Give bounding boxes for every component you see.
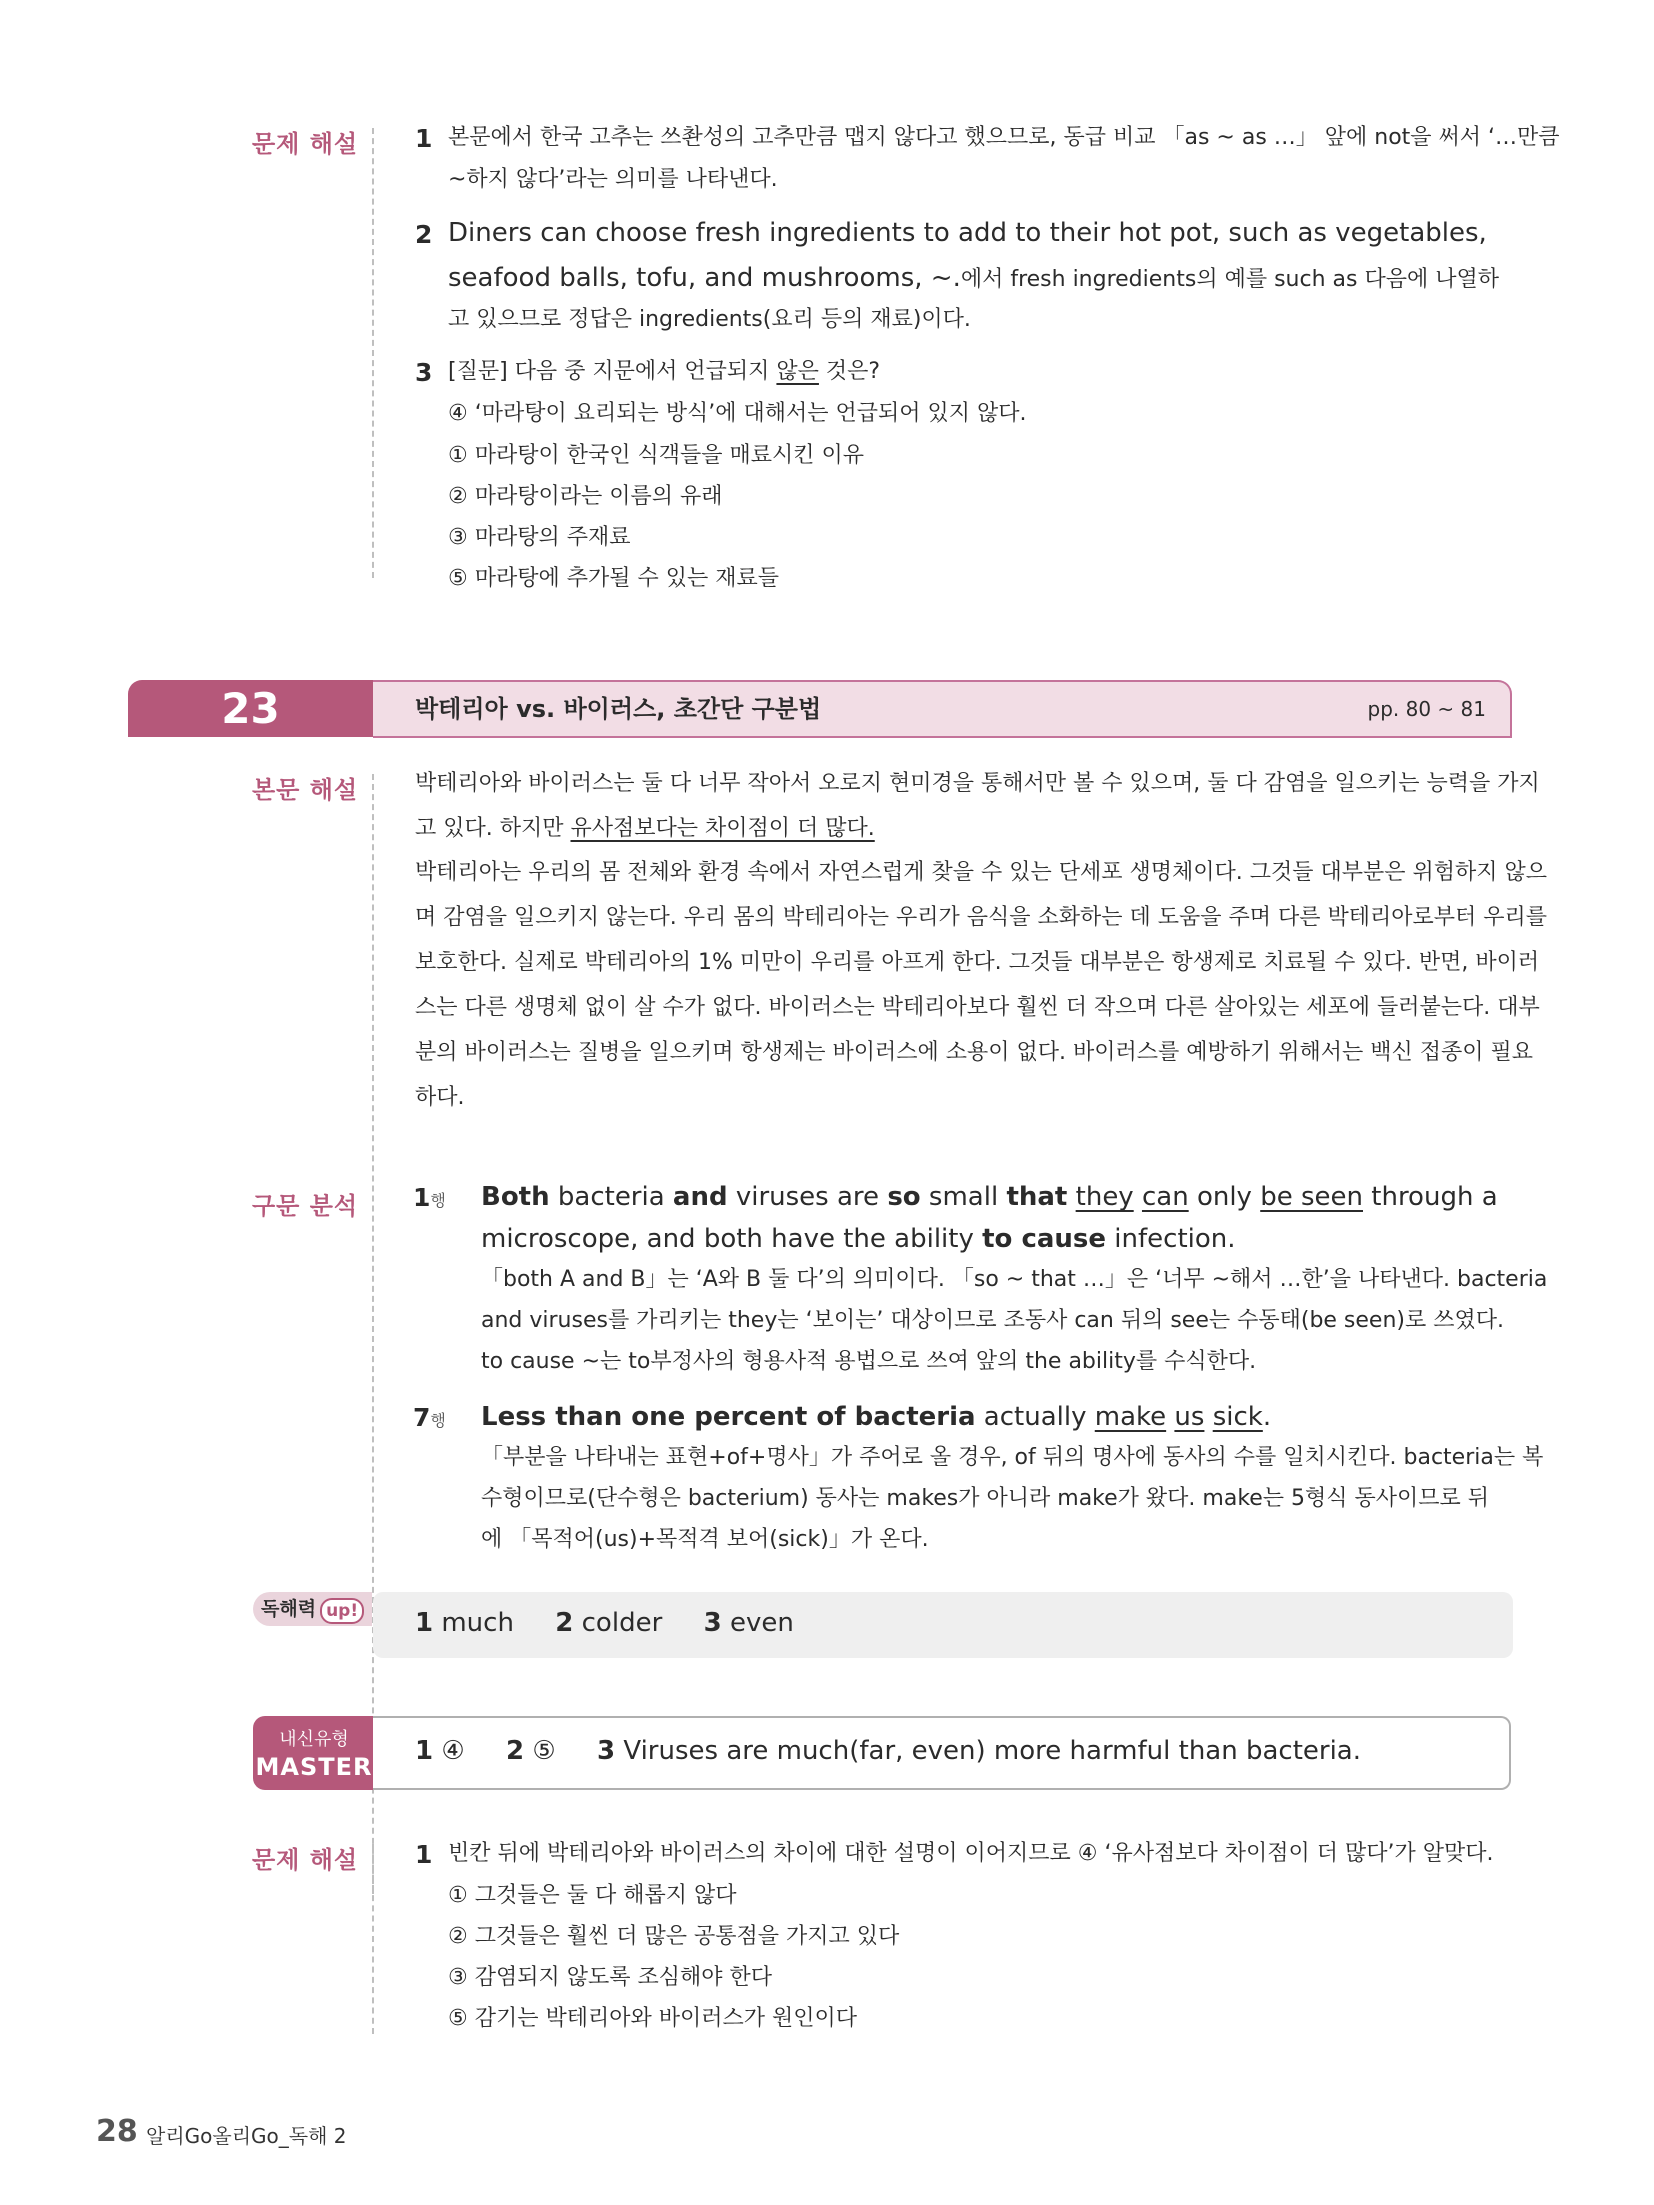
option-line: ① 마라탕이 한국인 식객들을 매료시킨 이유 xyxy=(448,443,864,468)
syntax-note: to cause ~는 to부정사의 형용사적 용법으로 쓰여 앞의 the ability를 수식한다. xyxy=(481,1349,1257,1374)
sentence-text xyxy=(1134,1182,1142,1212)
question-emphasis: 않은 xyxy=(776,359,819,384)
syntax-sentence xyxy=(481,1402,1271,1432)
sentence-text: actually xyxy=(975,1402,1095,1432)
sentence-text: infection. xyxy=(1106,1224,1236,1254)
answer-number: 3 xyxy=(597,1736,616,1766)
body-label: 본문 해설 xyxy=(252,776,359,804)
reading-up-label: 독해력 xyxy=(261,1598,317,1620)
key-word: to cause xyxy=(982,1224,1107,1254)
answer-number: 1 xyxy=(415,1608,434,1638)
reading-up-answer-box xyxy=(373,1592,1513,1658)
sentence-text xyxy=(1067,1182,1075,1212)
section-number-tab xyxy=(128,680,373,737)
sentence-text: . xyxy=(1262,1402,1272,1432)
answer-text: colder xyxy=(581,1608,663,1638)
explanation-line: 본문에서 한국 고추는 쓰촨성의 고추만큼 맵지 않다고 했으므로, 동급 비교 「as ~ as …」 앞에 not을 써서 ‘…만큼 xyxy=(448,125,1560,150)
option-line: ③ 감염되지 않도록 조심해야 한다 xyxy=(448,1965,772,1990)
translation-line: 박테리아는 우리의 몸 전체와 환경 속에서 자연스럽게 찾을 수 있는 단세포 생명체이다. 그것들 대부분은 위험하지 않으 xyxy=(415,860,1547,885)
explanation-line xyxy=(448,260,1499,300)
question-text: [질문] 다음 중 지문에서 언급되지 xyxy=(448,359,777,384)
line-unit: 행 xyxy=(430,1411,446,1430)
english-sentence: seafood balls, tofu, and mushrooms, ~. xyxy=(448,263,961,293)
option-line: ② 그것들은 훨씬 더 많은 공통점을 가지고 있다 xyxy=(448,1924,900,1949)
line-ref xyxy=(413,1403,446,1432)
answer-number: 1 xyxy=(415,1736,434,1766)
divider-top xyxy=(372,128,374,578)
item-number: 2 xyxy=(415,220,433,249)
sentence-text xyxy=(1204,1402,1212,1432)
answer-text: even xyxy=(729,1608,794,1638)
line-unit: 행 xyxy=(430,1191,446,1210)
key-word: that xyxy=(1006,1182,1068,1212)
answer-text: much xyxy=(441,1608,514,1638)
syntax-note: 수형이므로(단수형은 bacterium) 동사는 makes가 아니라 make가 왔다. make는 5형식 동사이므로 뒤 xyxy=(481,1486,1490,1511)
sentence-text: viruses are xyxy=(727,1182,888,1212)
option-line: ⑤ 마라탕에 추가될 수 있는 재료들 xyxy=(448,566,779,591)
sentence-text: small xyxy=(920,1182,1007,1212)
answer-number: 2 xyxy=(555,1608,574,1638)
translation-line: 보호한다. 실제로 박테리아의 1% 미만이 우리를 아프게 한다. 그것들 대부분은 항생제로 치료될 수 있다. 반면, 바이러 xyxy=(415,950,1540,975)
answer-number: 2 xyxy=(506,1736,525,1766)
syntax-note: 「both A and B」는 ‘A와 B 둘 다’의 의미이다. 「so ~ that …」은 ‘너무 ~해서 …한’을 나타낸다. bacteria xyxy=(481,1267,1548,1292)
translation-line: 분의 바이러스는 질병을 일으키며 항생제는 바이러스에 소용이 없다. 바이러스를 예방하기 위해서는 백신 접종이 필요 xyxy=(415,1040,1534,1065)
option-line: ⑤ 감기는 박테리아와 바이러스가 원인이다 xyxy=(448,2006,857,2031)
answer-text: ⑤ xyxy=(532,1736,556,1766)
section-number: 23 xyxy=(221,684,280,733)
question-text: 것은? xyxy=(818,359,881,384)
master-tag-line1: 내신유형 xyxy=(279,1729,349,1750)
translation-line: 박테리아와 바이러스는 둘 다 너무 작아서 오로지 현미경을 통해서만 볼 수 있으며, 둘 다 감염을 일으키는 능력을 가지 xyxy=(415,771,1540,796)
master-answer-box xyxy=(373,1716,1511,1790)
section-title: 박테리아 vs. 바이러스, 초간단 구분법 xyxy=(415,695,822,723)
underlined-word: us xyxy=(1174,1402,1205,1432)
option-line: ② 마라탕이라는 이름의 유래 xyxy=(448,484,723,509)
problem-label-bottom: 문제 해설 xyxy=(252,1846,359,1874)
page-number: 28 xyxy=(96,2114,138,2149)
explanation-line: 빈칸 뒤에 박테리아와 바이러스의 차이에 대한 설명이 이어지므로 ④ ‘유사점보다 차이점이 더 많다’가 알맞다. xyxy=(448,1841,1494,1866)
option-line: ① 그것들은 둘 다 해롭지 않다 xyxy=(448,1883,737,1908)
answer-text: ④ xyxy=(441,1736,465,1766)
answer-line: ④ ‘마라탕이 요리되는 방식’에 대해서는 언급되어 있지 않다. xyxy=(448,401,1027,426)
question-line xyxy=(448,352,880,392)
item-number: 1 xyxy=(415,1840,433,1869)
syntax-sentence xyxy=(481,1224,1236,1254)
master-tag xyxy=(253,1716,375,1790)
syntax-note: 「부분을 나타내는 표현+of+명사」가 주어로 올 경우, of 뒤의 명사에 동사의 수를 일치시킨다. bacteria는 복 xyxy=(481,1445,1544,1470)
master-answers xyxy=(415,1736,1361,1766)
explanation-line: 고 있으므로 정답은 ingredients(요리 등의 재료)이다. xyxy=(448,307,971,332)
answer-number: 3 xyxy=(703,1608,722,1638)
key-phrase: Less than one percent of bacteria xyxy=(481,1402,976,1432)
underlined-word: be seen xyxy=(1260,1182,1363,1212)
answer-text: Viruses are much(far, even) more harmful than bacteria. xyxy=(623,1736,1362,1766)
translation-line xyxy=(415,809,875,849)
translation-line: 스는 다른 생명체 없이 살 수가 없다. 바이러스는 박테리아보다 훨씬 더 작으며 다른 살아있는 세포에 들러붙는다. 대부 xyxy=(415,995,1540,1020)
line-number: 1 xyxy=(413,1183,431,1212)
item-number: 1 xyxy=(415,124,433,153)
key-word: Both xyxy=(481,1182,550,1212)
reading-up-tag xyxy=(253,1592,372,1626)
underlined-word: sick xyxy=(1212,1402,1263,1432)
sentence-text: only xyxy=(1188,1182,1261,1212)
syntax-label: 구문 분석 xyxy=(252,1192,359,1220)
underlined-word: they xyxy=(1075,1182,1134,1212)
option-line: ③ 마라탕의 주재료 xyxy=(448,525,631,550)
syntax-note: and viruses를 가리키는 they는 ‘보이는’ 대상이므로 조동사 can 뒤의 see는 수동태(be seen)로 쓰였다. xyxy=(481,1308,1504,1333)
reading-up-answers xyxy=(415,1608,794,1638)
sentence-text: through a xyxy=(1363,1182,1498,1212)
line-ref xyxy=(413,1183,446,1212)
item-number: 3 xyxy=(415,358,433,387)
english-sentence: Diners can choose fresh ingredients to add to their hot pot, such as vegetables, xyxy=(448,218,1487,248)
underlined-word: can xyxy=(1141,1182,1189,1212)
section-pages: pp. 80 ~ 81 xyxy=(1367,697,1486,721)
translation-text: 고 있다. 하지만 xyxy=(415,816,571,841)
divider-bottom xyxy=(372,1844,374,2034)
explanation-line: ~하지 않다’라는 의미를 나타낸다. xyxy=(448,167,778,192)
line-number: 7 xyxy=(413,1403,431,1432)
sentence-text: bacteria xyxy=(549,1182,673,1212)
syntax-note: 에 「목적어(us)+목적격 보어(sick)」가 온다. xyxy=(481,1527,929,1552)
explanation-text: 에서 fresh ingredients의 예를 such as 다음에 나열하 xyxy=(960,267,1499,292)
translation-line: 하다. xyxy=(415,1085,465,1110)
underlined-word: make xyxy=(1094,1402,1167,1432)
section-title-bar xyxy=(373,680,1512,738)
key-word: so xyxy=(887,1182,921,1212)
master-tag-line2: MASTER xyxy=(255,1753,373,1781)
syntax-sentence xyxy=(481,1182,1498,1212)
translation-line: 며 감염을 일으키지 않는다. 우리 몸의 박테리아는 우리가 음식을 소화하는 데 도움을 주며 다른 박테리아로부터 우리를 xyxy=(415,905,1547,930)
translation-underline: 유사점보다는 차이점이 더 많다. xyxy=(570,816,875,841)
up-badge: up! xyxy=(320,1598,364,1624)
key-word: and xyxy=(672,1182,728,1212)
book-title: 알리Go올리Go_독해 2 xyxy=(146,2124,347,2148)
problem-label-top: 문제 해설 xyxy=(252,130,359,158)
sentence-text: microscope, and both have the ability xyxy=(481,1224,983,1254)
